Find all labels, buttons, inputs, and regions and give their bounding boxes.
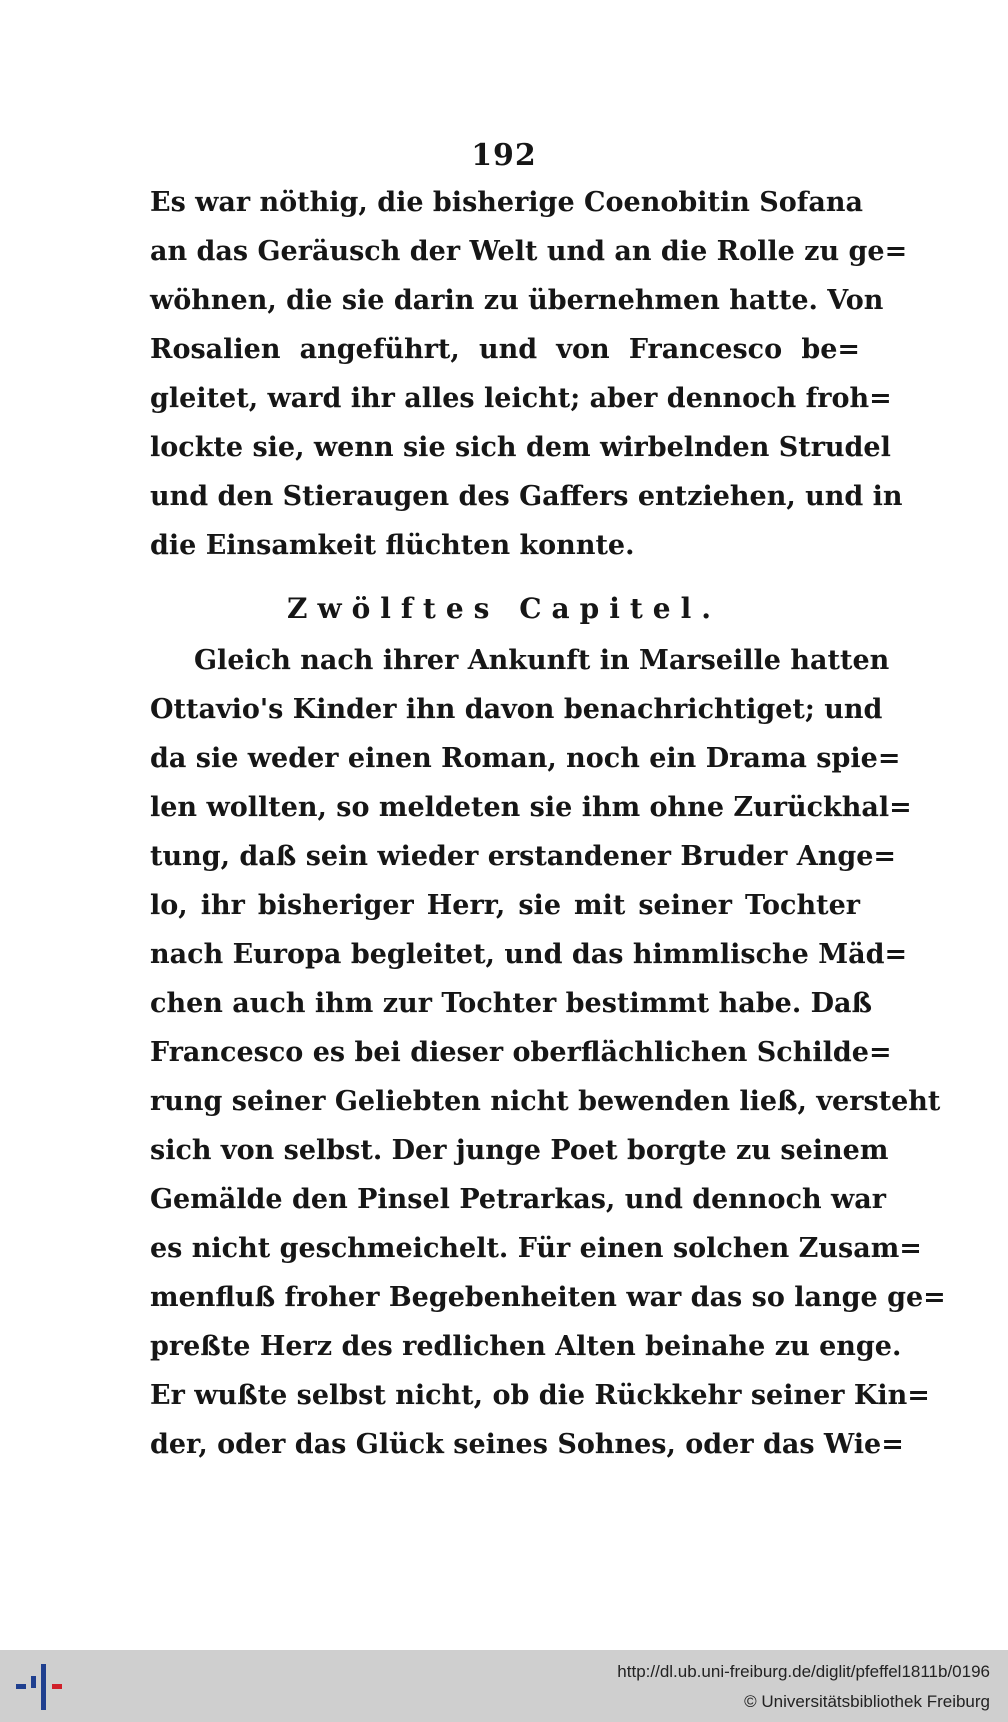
text-line: len wollten, so meldeten sie ihm ohne Zurückhal=	[150, 792, 912, 823]
text-line: menfluß froher Begebenheiten war das so lange ge=	[150, 1282, 946, 1313]
text-line: preßte Herz des redlichen Alten beinahe zu enge.	[150, 1331, 902, 1362]
text-line: Francesco es bei dieser oberflächlichen Schilde=	[150, 1037, 892, 1068]
text-line: Es war nöthig, die bisherige Coenobitin Sofana	[150, 187, 863, 218]
ub-freiburg-logo-icon[interactable]	[12, 1660, 64, 1714]
text-line: die Einsamkeit flüchten konnte.	[150, 530, 635, 561]
text-line: nach Europa begleitet, und das himmlische Mäd=	[150, 939, 908, 970]
paragraph-2	[150, 636, 946, 1469]
text-line: und den Stieraugen des Gaffers entziehen, und in	[150, 481, 903, 512]
text-line: lo, ihr bisheriger Herr, sie mit seiner Tochter	[150, 890, 860, 921]
paragraph-1	[150, 178, 908, 570]
text-line: sich von selbst. Der junge Poet borgte zu seinem	[150, 1135, 889, 1166]
text-line: wöhnen, die sie darin zu übernehmen hatte. Von	[150, 285, 884, 316]
text-line: Er wußte selbst nicht, ob die Rückkehr seiner Kin=	[150, 1380, 930, 1411]
footer-bar	[0, 1650, 1008, 1722]
footer-url-link[interactable]: http://dl.ub.uni-freiburg.de/diglit/pfeffel1811b/0196	[617, 1662, 990, 1681]
footer-copyright: © Universitätsbibliothek Freiburg	[744, 1692, 990, 1711]
text-line: Gemälde den Pinsel Petrarkas, und dennoch war	[150, 1184, 887, 1215]
text-line: gleitet, ward ihr alles leicht; aber dennoch froh=	[150, 383, 892, 414]
chapter-heading: Zwölftes Capitel.	[287, 592, 721, 625]
text-line: der, oder das Glück seines Sohnes, oder das Wie=	[150, 1429, 904, 1460]
text-line: rung seiner Geliebten nicht bewenden ließ, versteht	[150, 1086, 941, 1117]
text-line: es nicht geschmeichelt. Für einen solchen Zusam=	[150, 1233, 922, 1264]
text-line: da sie weder einen Roman, noch ein Drama spie=	[150, 743, 901, 774]
text-line: Rosalien angeführt, und von Francesco be=	[150, 334, 860, 365]
page-number: 192	[471, 138, 537, 173]
text-line: Ottavio's Kinder ihn davon benachrichtiget; und	[150, 694, 883, 725]
text-line: lockte sie, wenn sie sich dem wirbelnden Strudel	[150, 432, 891, 463]
text-line: chen auch ihm zur Tochter bestimmt habe. Daß	[150, 988, 873, 1019]
text-line: an das Geräusch der Welt und an die Rolle zu ge=	[150, 236, 908, 267]
text-line: Gleich nach ihrer Ankunft in Marseille hatten	[194, 645, 890, 676]
text-line: tung, daß sein wieder erstandener Bruder Ange=	[150, 841, 897, 872]
